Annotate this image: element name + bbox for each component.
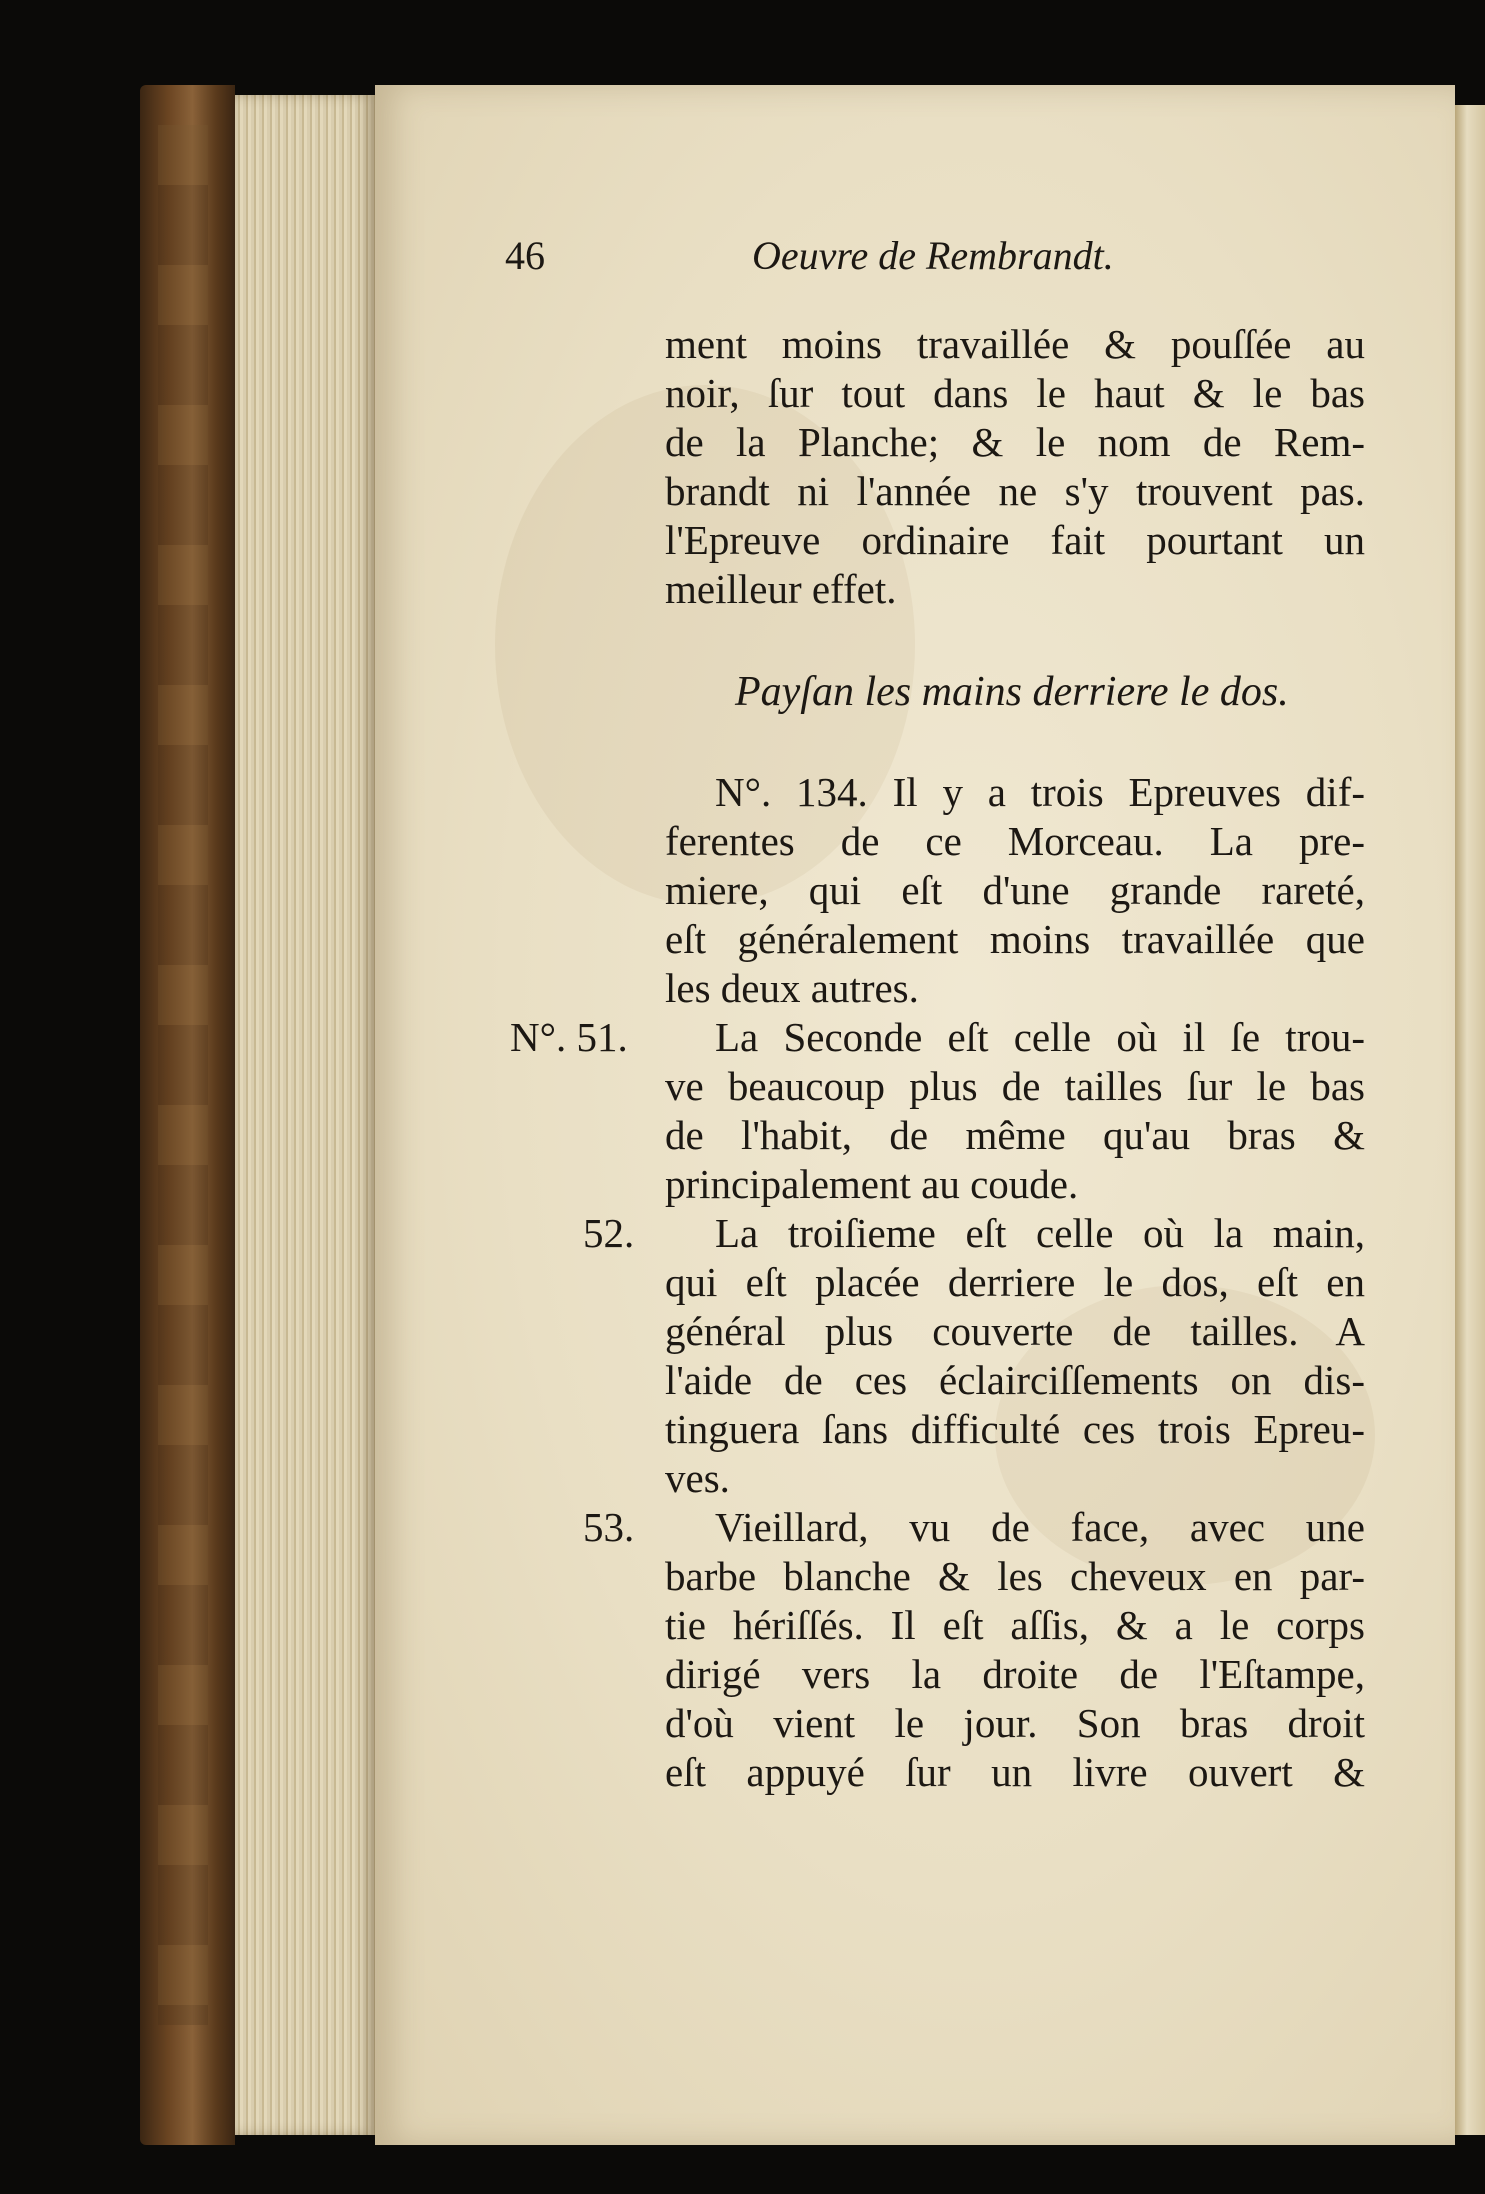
text-line: général plus couverte de tailles. A bbox=[665, 1308, 1365, 1354]
page-edges bbox=[235, 95, 375, 2135]
paragraph-second-state bbox=[665, 1013, 1365, 1209]
text-line: de l'habit, de même qu'au bras & bbox=[665, 1112, 1365, 1158]
text-line: brandt ni l'année ne s'y trouvent pas. bbox=[665, 468, 1365, 514]
page-number: 46 bbox=[505, 233, 545, 278]
text-line: N°. 134. Il y a trois Epreuves dif- bbox=[715, 769, 1365, 815]
text-line: meilleur effet. bbox=[665, 566, 897, 612]
text-line: ferentes de ce Morceau. La pre- bbox=[665, 818, 1365, 864]
text-line: miere, qui eſt d'une grande rareté, bbox=[665, 867, 1365, 913]
running-title: Oeuvre de Rembrandt. bbox=[752, 233, 1114, 278]
text-line: l'Epreuve ordinaire fait pourtant un bbox=[665, 517, 1365, 563]
text-line: La troiſieme eſt celle où la main, bbox=[715, 1210, 1365, 1256]
text-line: eſt appuyé ſur un livre ouvert & bbox=[665, 1749, 1365, 1795]
text-line: Vieillard, vu de face, avec une bbox=[715, 1504, 1365, 1550]
paragraph-continued bbox=[665, 320, 1365, 614]
paragraph-third-state bbox=[665, 1209, 1365, 1503]
next-page-edge bbox=[1455, 105, 1485, 2135]
paragraph-134 bbox=[665, 768, 1365, 1013]
margin-number-52: 52. bbox=[583, 1210, 635, 1256]
text-line: qui eſt placée derriere le dos, eſt en bbox=[665, 1259, 1365, 1305]
book-spine bbox=[140, 85, 235, 2145]
margin-number-51: N°. 51. bbox=[510, 1014, 628, 1060]
text-line: d'où vient le jour. Son bras droit bbox=[665, 1700, 1365, 1746]
text-line: principalement au coude. bbox=[665, 1161, 1079, 1207]
text-line: de la Planche; & le nom de Rem- bbox=[665, 419, 1365, 465]
text-line: ves. bbox=[665, 1455, 730, 1501]
text-line: ve beaucoup plus de tailles ſur le bas bbox=[665, 1063, 1365, 1109]
text-line: l'aide de ces éclairciſſements on dis- bbox=[665, 1357, 1365, 1403]
text-line: eſt généralement moins travaillée que bbox=[665, 916, 1365, 962]
text-line: barbe blanche & les cheveux en par- bbox=[665, 1553, 1365, 1599]
paragraph-vieillard bbox=[665, 1503, 1365, 1797]
text-line: dirigé vers la droite de l'Eſtampe, bbox=[665, 1651, 1365, 1697]
text-line: noir, ſur tout dans le haut & le bas bbox=[665, 370, 1365, 416]
entry-heading: Payſan les mains derriere le dos. bbox=[735, 669, 1289, 715]
margin-number-53: 53. bbox=[583, 1504, 635, 1550]
text-line: les deux autres. bbox=[665, 965, 919, 1011]
text-line: ment moins travaillée & pouſſée au bbox=[665, 321, 1365, 367]
text-line: tie hériſſés. Il eſt aſſis, & a le corps bbox=[665, 1602, 1365, 1648]
text-line: tinguera ſans difficulté ces trois Epreu- bbox=[665, 1406, 1365, 1452]
text-line: La Seconde eſt celle où il ſe trou- bbox=[715, 1014, 1365, 1060]
